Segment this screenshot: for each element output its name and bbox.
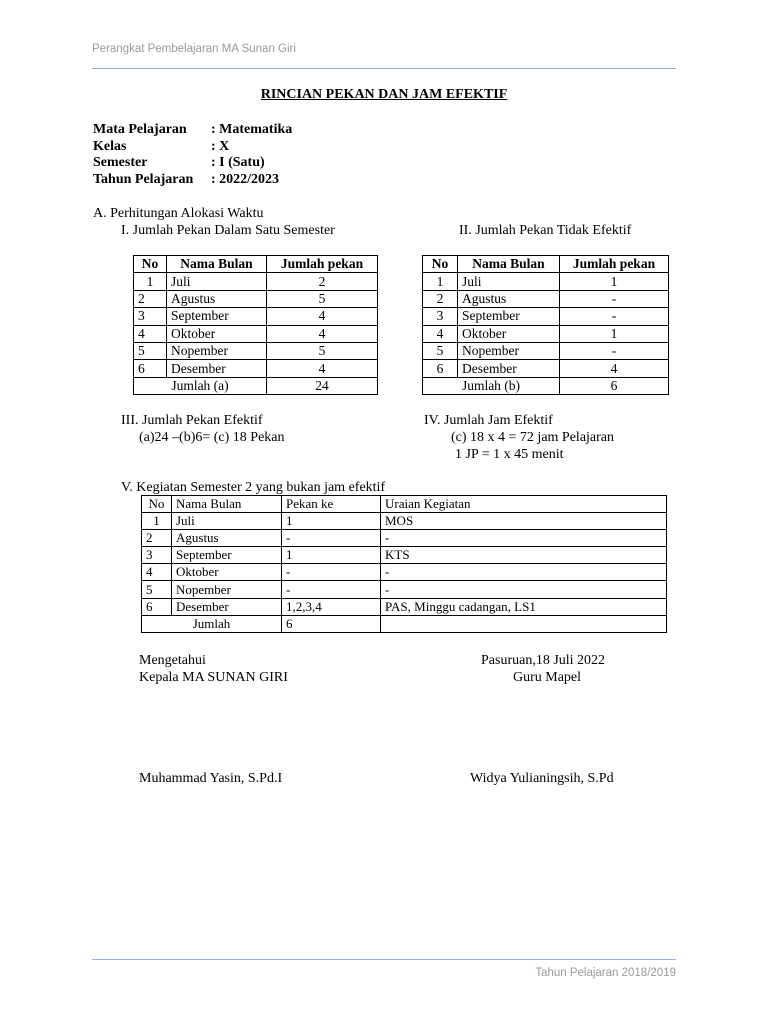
non-effective-weeks-table — [422, 255, 669, 395]
cell-month: Nopember — [167, 342, 267, 359]
column-header: No — [134, 256, 167, 273]
column-header: Nama Bulan — [172, 496, 282, 513]
cell-month: Agustus — [167, 290, 267, 307]
total-value: 6 — [560, 377, 669, 394]
info-label: Kelas — [93, 138, 127, 154]
cell-activity: KTS — [381, 547, 667, 564]
cell-month: Oktober — [172, 564, 282, 581]
column-header: Nama Bulan — [167, 256, 267, 273]
cell-no: 5 — [134, 342, 167, 359]
table-row — [142, 547, 667, 564]
non-effective-activities-table — [141, 495, 667, 633]
cell-weeks: 2 — [267, 273, 378, 290]
cell-no: 1 — [134, 273, 167, 290]
section-iv-calc: (c) 18 x 4 = 72 jam Pelajaran — [451, 430, 615, 445]
column-header: Pekan ke — [282, 496, 381, 513]
info-row — [93, 172, 292, 189]
column-header: Jumlah pekan — [560, 256, 669, 273]
table-row — [134, 360, 378, 377]
cell-activity: - — [381, 564, 667, 581]
info-value: : 2022/2023 — [211, 171, 280, 187]
cell-no: 6 — [423, 360, 458, 377]
cell-week: - — [282, 564, 381, 581]
signature-left-title: Kepala MA SUNAN GIRI — [139, 670, 288, 685]
section-iii-heading: III. Jumlah Pekan Efektif — [121, 413, 263, 428]
table-header-row — [423, 256, 669, 273]
cell-weeks: 1 — [560, 273, 669, 290]
column-header: No — [423, 256, 458, 273]
footer-divider — [92, 959, 676, 960]
info-block — [93, 122, 292, 188]
cell-week: - — [282, 530, 381, 547]
cell-no: 2 — [134, 290, 167, 307]
info-value: : X — [211, 138, 230, 154]
cell-month: Desember — [167, 360, 267, 377]
signature-right-name: Widya Yulianingsih, S.Pd — [470, 771, 614, 786]
cell-weeks: 4 — [267, 308, 378, 325]
info-label: Mata Pelajaran — [93, 122, 187, 137]
table-row — [423, 325, 669, 342]
table-row — [134, 308, 378, 325]
cell-month: Oktober — [458, 325, 560, 342]
cell-activity: - — [381, 581, 667, 598]
table-row — [423, 360, 669, 377]
column-header: Uraian Kegiatan — [381, 496, 667, 513]
cell-weeks: 4 — [267, 360, 378, 377]
cell-activity: PAS, Minggu cadangan, LS1 — [381, 598, 667, 615]
cell-no: 3 — [423, 308, 458, 325]
section-a-heading: A. Perhitungan Alokasi Waktu — [93, 206, 264, 221]
cell-no: 1 — [423, 273, 458, 290]
cell-month: Juli — [458, 273, 560, 290]
cell-month: Agustus — [172, 530, 282, 547]
cell-week: - — [282, 581, 381, 598]
table-total-row — [423, 377, 669, 394]
cell-activity: - — [381, 530, 667, 547]
cell-month: September — [172, 547, 282, 564]
cell-no: 6 — [134, 360, 167, 377]
cell-week: 1,2,3,4 — [282, 598, 381, 615]
cell-weeks: - — [560, 290, 669, 307]
section-iii-calc: (a)24 –(b)6= (c) 18 Pekan — [139, 430, 285, 445]
cell-month: Desember — [172, 598, 282, 615]
cell-no: 4 — [142, 564, 172, 581]
effective-weeks-table — [133, 255, 378, 395]
signature-right-date: Pasuruan,18 Juli 2022 — [481, 653, 606, 668]
cell-weeks: 5 — [267, 342, 378, 359]
cell-weeks: 1 — [560, 325, 669, 342]
table-row — [142, 581, 667, 598]
cell-weeks: - — [560, 342, 669, 359]
cell-no: 4 — [134, 325, 167, 342]
cell-no: 3 — [134, 308, 167, 325]
table-row — [423, 308, 669, 325]
table-row — [142, 564, 667, 581]
cell-weeks: 4 — [560, 360, 669, 377]
cell-month: Nopember — [172, 581, 282, 598]
cell-activity: MOS — [381, 513, 667, 530]
signature-right-title: Guru Mapel — [513, 670, 582, 685]
info-label: Semester — [93, 155, 148, 170]
table-total-row — [142, 615, 667, 632]
table-row — [142, 598, 667, 615]
cell-month: Nopember — [458, 342, 560, 359]
cell-no: 2 — [142, 530, 172, 547]
info-value: : I (Satu) — [211, 155, 265, 170]
column-header: Nama Bulan — [458, 256, 560, 273]
section-iv-heading: IV. Jumlah Jam Efektif — [424, 413, 553, 428]
total-value: 24 — [267, 377, 378, 394]
total-value: 6 — [282, 615, 381, 632]
table-total-row — [134, 377, 378, 394]
page-footer: Tahun Pelajaran 2018/2019 — [535, 967, 676, 979]
cell-month: September — [167, 308, 267, 325]
table-row — [134, 290, 378, 307]
cell-no: 2 — [423, 290, 458, 307]
cell-weeks: 4 — [267, 325, 378, 342]
table-row — [134, 273, 378, 290]
column-header: No — [142, 496, 172, 513]
table-row — [134, 325, 378, 342]
empty-cell — [381, 615, 667, 632]
cell-week: 1 — [282, 547, 381, 564]
column-header: Jumlah pekan — [267, 256, 378, 273]
document-title: RINCIAN PEKAN DAN JAM EFEKTIF — [260, 87, 508, 102]
table-header-row — [134, 256, 378, 273]
cell-month: September — [458, 308, 560, 325]
info-label: Tahun Pelajaran — [93, 171, 194, 187]
section-ii-heading: II. Jumlah Pekan Tidak Efektif — [459, 223, 632, 238]
total-label: Jumlah (a) — [134, 377, 267, 394]
info-row — [93, 122, 292, 139]
cell-no: 5 — [142, 581, 172, 598]
info-row — [93, 139, 292, 156]
total-label: Jumlah (b) — [423, 377, 560, 394]
cell-no: 1 — [142, 513, 172, 530]
cell-month: Juli — [167, 273, 267, 290]
table-row — [134, 342, 378, 359]
table-row — [423, 342, 669, 359]
info-value: : Matematika — [211, 122, 293, 137]
cell-no: 5 — [423, 342, 458, 359]
cell-month: Juli — [172, 513, 282, 530]
cell-weeks: - — [560, 308, 669, 325]
cell-month: Agustus — [458, 290, 560, 307]
cell-month: Oktober — [167, 325, 267, 342]
page-header: Perangkat Pembelajaran MA Sunan Giri — [92, 43, 296, 55]
signature-left-name: Muhammad Yasin, S.Pd.I — [139, 771, 283, 786]
cell-month: Desember — [458, 360, 560, 377]
table-row — [142, 530, 667, 547]
section-v-heading: V. Kegiatan Semester 2 yang bukan jam efektif — [121, 480, 386, 495]
cell-week: 1 — [282, 513, 381, 530]
cell-no: 3 — [142, 547, 172, 564]
table-row — [423, 290, 669, 307]
table-row — [142, 513, 667, 530]
section-iv-jp: 1 JP = 1 x 45 menit — [455, 447, 564, 462]
section-i-heading: I. Jumlah Pekan Dalam Satu Semester — [121, 223, 335, 238]
total-label: Jumlah — [142, 615, 282, 632]
table-row — [423, 273, 669, 290]
cell-weeks: 5 — [267, 290, 378, 307]
signature-left-caption: Mengetahui — [139, 653, 206, 668]
cell-no: 4 — [423, 325, 458, 342]
info-row — [93, 155, 292, 172]
cell-no: 6 — [142, 598, 172, 615]
header-divider — [92, 68, 676, 69]
table-header-row — [142, 496, 667, 513]
